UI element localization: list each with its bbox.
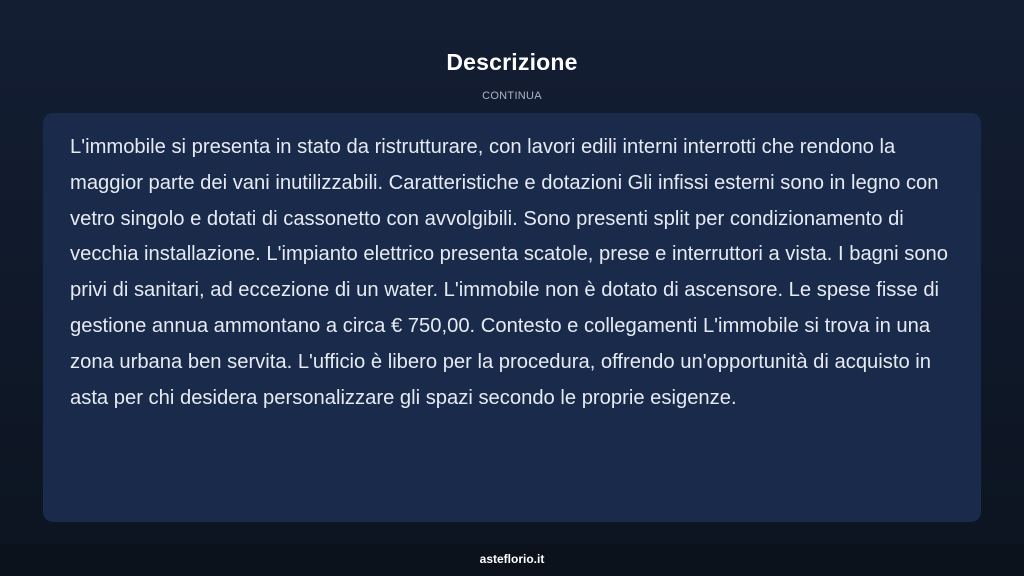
- page-title: Descrizione: [446, 49, 578, 75]
- description-card: [43, 113, 981, 522]
- description-text: L'immobile si presenta in stato da ristrutturare, con lavori edili interni interrotti che rendono la maggior parte dei vani inutilizzabili. Caratteristiche e dotazioni Gli infissi esterni sono in legno con vetro singolo e dotati di cassonetto con avvolgibili. Sono presenti split per condizionamento di vecchia installazione. L'impianto elettrico presenta scatole, prese e interruttori a vista. I bagni sono privi di sanitari, ad eccezione di un water. L'immobile non è dotato di ascensore. Le spese fisse di gestione annua ammontano a circa € 750,00. Contesto e collegamenti L'immobile si trova in una zona urbana ben servita. L'ufficio è libero per la procedura, offrendo un'opportunità di acquisto in asta per chi desidera personalizzare gli spazi secondo le proprie esigenze.: [70, 136, 948, 409]
- page-subtitle: CONTINUA: [482, 90, 542, 102]
- footer-site-label: asteflorio.it: [479, 552, 545, 566]
